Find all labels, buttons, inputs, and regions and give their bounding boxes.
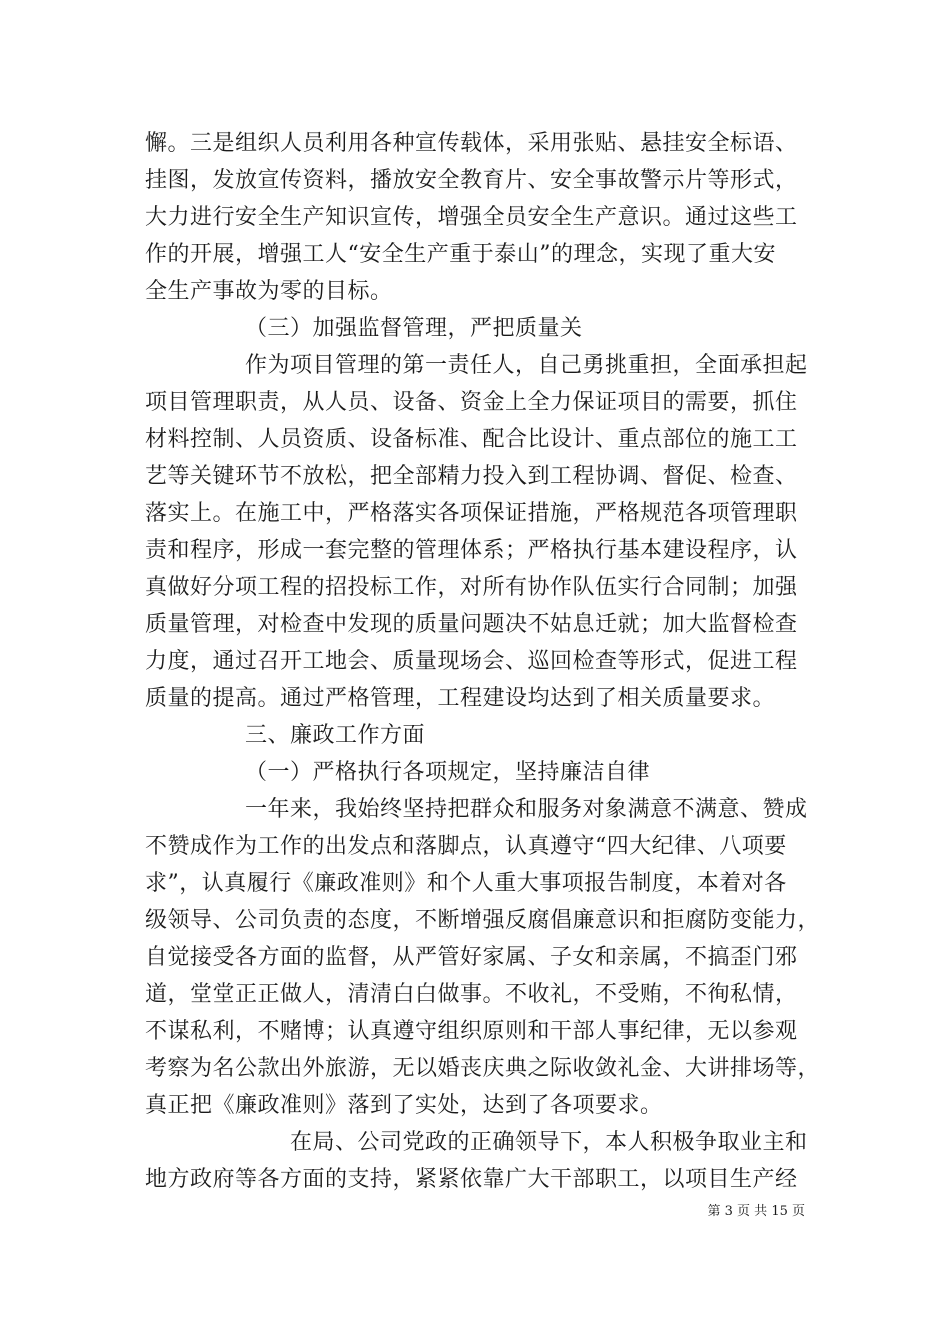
text-line: 不赞成作为工作的出发点和落脚点，认真遵守“四大纪律、八项要 (145, 834, 787, 859)
section-heading: 三、廉政工作方面 (245, 723, 426, 748)
text-line: 真正把《廉政准则》落到了实处，达到了各项要求。 (145, 1093, 663, 1118)
section-heading: （三）加强监督管理，严把质量关 (245, 316, 583, 341)
text-line: 落实上。在施工中，严格落实各项保证措施，严格规范各项管理职 (145, 501, 798, 526)
paragraph-first-line: 作为项目管理的第一责任人，自己勇挑重担，全面承担起 (245, 353, 808, 378)
text-line: 质量管理，对检查中发现的质量问题决不姑息迁就；加大监督检查 (145, 612, 798, 637)
page-number-footer: 第 3 页 共 15 页 (707, 1204, 805, 1219)
text-line: 级领导、公司负责的态度，不断增强反腐倡廉意识和拒腐防变能力， (145, 908, 821, 933)
text-line: 大力进行安全生产知识宣传，增强全员安全生产意识。通过这些工 (145, 205, 798, 230)
text-line: 责和程序，形成一套完整的管理体系；严格执行基本建设程序，认 (145, 538, 798, 563)
text-line: 材料控制、人员资质、设备标准、配合比设计、重点部位的施工工 (145, 427, 798, 452)
text-line: 作的开展，增强工人“安全生产重于泰山”的理念，实现了重大安 (145, 242, 776, 267)
text-line: 力度，通过召开工地会、质量现场会、巡回检查等形式，促进工程 (145, 649, 798, 674)
text-line: 全生产事故为零的目标。 (145, 279, 393, 304)
text-line: 求”，认真履行《廉政准则》和个人重大事项报告制度，本着对各 (145, 871, 787, 896)
text-line: 地方政府等各方面的支持，紧紧依靠广大干部职工，以项目生产经 (145, 1167, 798, 1192)
paragraph-first-line: 在局、公司党政的正确领导下，本人积极争取业主和 (290, 1130, 808, 1155)
text-line: 挂图，发放宣传资料，播放安全教育片、安全事故警示片等形式， (145, 168, 798, 193)
text-line: 不谋私利，不赌博；认真遵守组织原则和干部人事纪律，无以参观 (145, 1019, 798, 1044)
text-line: 考察为名公款出外旅游，无以婚丧庆典之际收敛礼金、大讲排场等， (145, 1056, 821, 1081)
text-line: 道，堂堂正正做人，清清白白做事。不收礼，不受贿，不徇私情， (145, 982, 798, 1007)
text-line: 自觉接受各方面的监督，从严管好家属、子女和亲属，不搞歪门邪 (145, 945, 798, 970)
text-line: 项目管理职责，从人员、设备、资金上全力保证项目的需要，抓住 (145, 390, 798, 415)
text-line: 艺等关键环节不放松，把全部精力投入到工程协调、督促、检查、 (145, 464, 798, 489)
paragraph-first-line: 一年来，我始终坚持把群众和服务对象满意不满意、赞成 (245, 797, 808, 822)
text-line: 质量的提高。通过严格管理，工程建设均达到了相关质量要求。 (145, 686, 776, 711)
text-line: 懈。三是组织人员利用各种宣传载体，采用张贴、悬挂安全标语、 (145, 131, 798, 156)
text-line: 真做好分项工程的招投标工作，对所有协作队伍实行合同制；加强 (145, 575, 798, 600)
subsection-heading: （一）严格执行各项规定，坚持廉洁自律 (245, 760, 651, 785)
